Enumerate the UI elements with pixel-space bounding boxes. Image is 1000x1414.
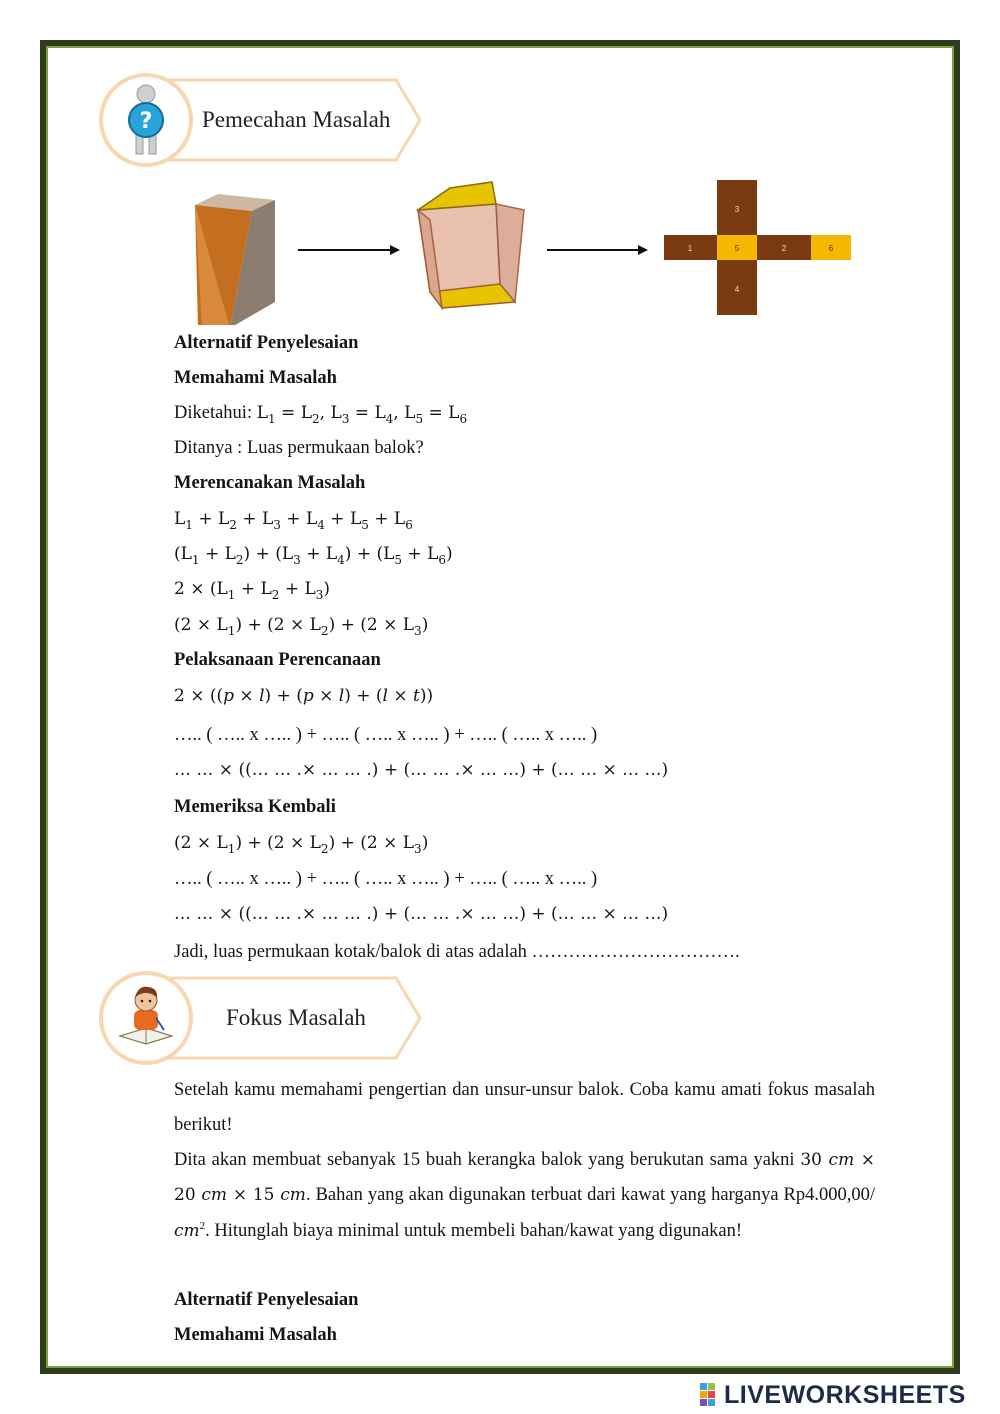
net-label-2: 2 (781, 244, 787, 253)
conclusion-line: Jadi, luas permukaan kotak/balok di atas adalah ……………………………. (174, 942, 740, 962)
net-label-4: 4 (734, 285, 740, 294)
intro-paragraph: Setelah kamu memahami pengertian dan unsur-unsur balok. Coba kamu amati fokus masalah berikut! (174, 1080, 875, 1136)
alt-solution-title-2: Alternatif Penyelesaian (174, 1290, 359, 1310)
banner-focus-problem (98, 970, 428, 1066)
alt-solution-title: Alternatif Penyelesaian (174, 333, 359, 353)
understand-title-2: Memahami Masalah (174, 1325, 337, 1345)
banner-title: Fokus Masalah (226, 1005, 366, 1030)
cuboid-net-figure (180, 180, 870, 325)
arrow-1 (298, 245, 400, 255)
cuboid-net (664, 180, 851, 315)
open-box (418, 182, 524, 308)
check-blank-line-1: ….. ( ….. x ….. ) + ….. ( ….. x ….. ) + ….. ( ….. x ….. ) (174, 869, 598, 889)
net-label-5: 5 (734, 244, 740, 253)
cuboid-solid (195, 194, 275, 325)
net-label-1: 1 (687, 244, 693, 253)
plan-formula-2: $(L_1 + L_2) + (L_3 + L_4) + (L_5 + L_6)$ (174, 544, 453, 567)
svg-text:?: ? (139, 109, 153, 134)
check-blank-line-2: … … × ((… … .× … … .) + (… … .× … …) + (… … × … …) (174, 904, 669, 924)
exec-blank-line-1: ….. ( ….. x ….. ) + ….. ( ….. x ….. ) + ….. ( ….. x ….. ) (174, 725, 598, 745)
asked-line: Ditanya : Luas permukaan balok? (174, 438, 424, 458)
exec-blank-line-2: … … × ((… … .× … … .) + (… … .× … …) + (… … × … …) (174, 760, 669, 780)
exec-formula-1: 2 × ((𝑝 × 𝑙) + (𝑝 × 𝑙) + (𝑙 × 𝑡)) (174, 686, 434, 706)
net-label-3: 3 (734, 205, 740, 214)
net-label-6: 6 (828, 244, 834, 253)
plan-formula-4: $(2 \times L_1) + (2 \times L_2) + (2 \times L_3)$ (174, 615, 429, 638)
problem-paragraph: Dita akan membuat sebanyak 15 buah kerangka balok yang berukutan sama yakni 30 𝑐𝑚 × 20 𝑐𝑚 × 15 𝑐𝑚. Bahan yang akan digunakan terbuat dari kawat yang harganya Rp4.000,00/𝑐𝑚$^2$. Hitunglah biaya minimal untuk membeli bahan/kawat yang digunakan! (174, 1150, 876, 1241)
banner-title: Pemecahan Masalah (202, 107, 391, 132)
exec-title: Pelaksanaan Perencanaan (174, 650, 381, 670)
check-formula-1: $(2 \times L_1) + (2 \times L_2) + (2 \times L_3)$ (174, 833, 429, 856)
plan-formula-3: $2 \times (L_1 + L_2 + L_3)$ (174, 579, 331, 602)
liveworksheets-logo-icon (700, 1382, 724, 1408)
understand-title: Memahami Masalah (174, 368, 337, 388)
plan-title: Merencanakan Masalah (174, 473, 366, 493)
arrow-2 (547, 245, 648, 255)
check-title: Memeriksa Kembali (174, 797, 336, 817)
known-line: Diketahui: $L_1 = L_2$, $L_3 = L_4$, $L_5 = L_6$ (174, 403, 468, 426)
banner-problem-solving (98, 72, 428, 168)
watermark-text[interactable]: LIVEWORKSHEETS (724, 1381, 966, 1409)
plan-formula-1: $L_1 + L_2 + L_3 + L_4 + L_5 + L_6$ (174, 509, 413, 532)
